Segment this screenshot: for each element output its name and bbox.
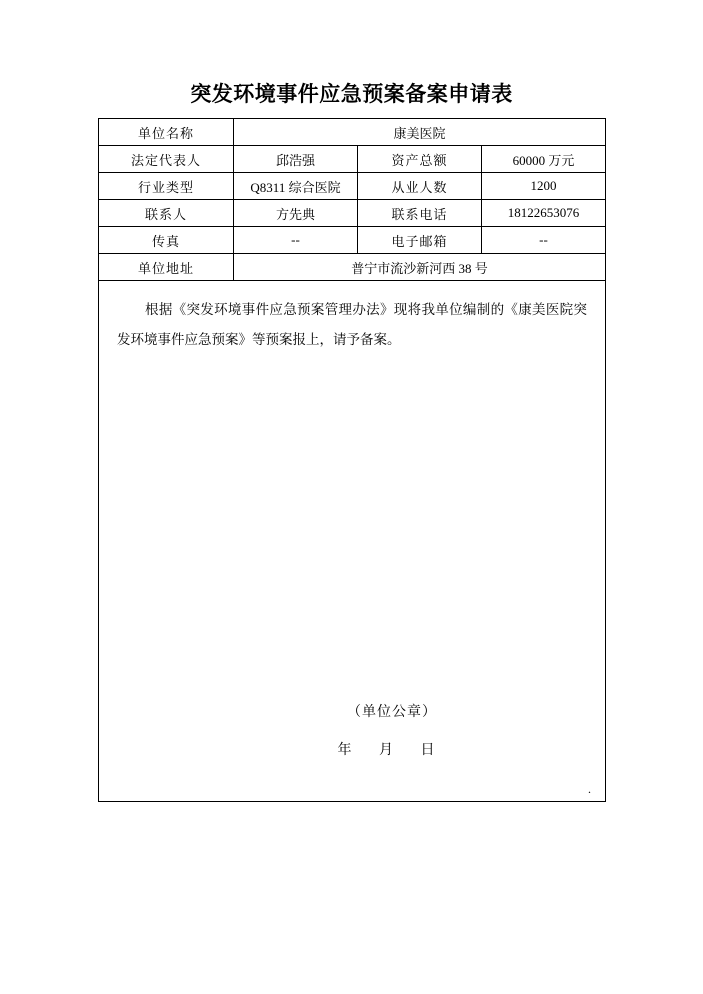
field-value-employee-count: 1200: [482, 173, 606, 200]
declaration-inner: [99, 281, 605, 801]
table-row: [99, 173, 606, 200]
application-form: [98, 118, 606, 802]
field-label-contact-person: 联系人: [99, 200, 234, 227]
footer-mark: .: [588, 782, 591, 796]
field-label-unit-name: 单位名称: [99, 119, 234, 146]
field-label-industry-type: 行业类型: [99, 173, 234, 200]
field-value-unit-address: 普宁市流沙新河西 38 号: [234, 254, 606, 281]
table-row: [99, 254, 606, 281]
field-value-legal-rep: 邱浩强: [234, 146, 358, 173]
field-value-industry-type: Q8311 综合医院: [234, 173, 358, 200]
table-row: [99, 227, 606, 254]
field-label-legal-rep: 法定代表人: [99, 146, 234, 173]
field-label-unit-address: 单位地址: [99, 254, 234, 281]
date-placeholder: 年 月 日: [337, 743, 447, 758]
field-value-fax: --: [234, 227, 358, 254]
field-value-total-assets: 60000 万元: [482, 146, 606, 173]
declaration-cell: [99, 281, 606, 802]
form-table: [98, 118, 606, 802]
page-title: 突发环境事件应急预案备案申请表: [190, 82, 513, 106]
field-value-contact-person: 方先典: [234, 200, 358, 227]
table-row: [99, 119, 606, 146]
field-value-contact-phone: 18122653076: [482, 200, 606, 227]
field-label-contact-phone: 联系电话: [358, 200, 482, 227]
field-value-email: --: [482, 227, 606, 254]
field-label-employee-count: 从业人数: [358, 173, 482, 200]
table-row-body: [99, 281, 606, 802]
field-label-fax: 传真: [99, 227, 234, 254]
seal-placeholder: （单位公章）: [347, 705, 437, 720]
field-value-unit-name: 康美医院: [234, 119, 606, 146]
declaration-paragraph: 根据《突发环境事件应急预案管理办法》现将我单位编制的《康美医院突发环境事件应急预案》等预案报上，请予备案。: [117, 302, 587, 347]
table-row: [99, 146, 606, 173]
field-label-email: 电子邮箱: [358, 227, 482, 254]
field-label-total-assets: 资产总额: [358, 146, 482, 173]
table-row: [99, 200, 606, 227]
